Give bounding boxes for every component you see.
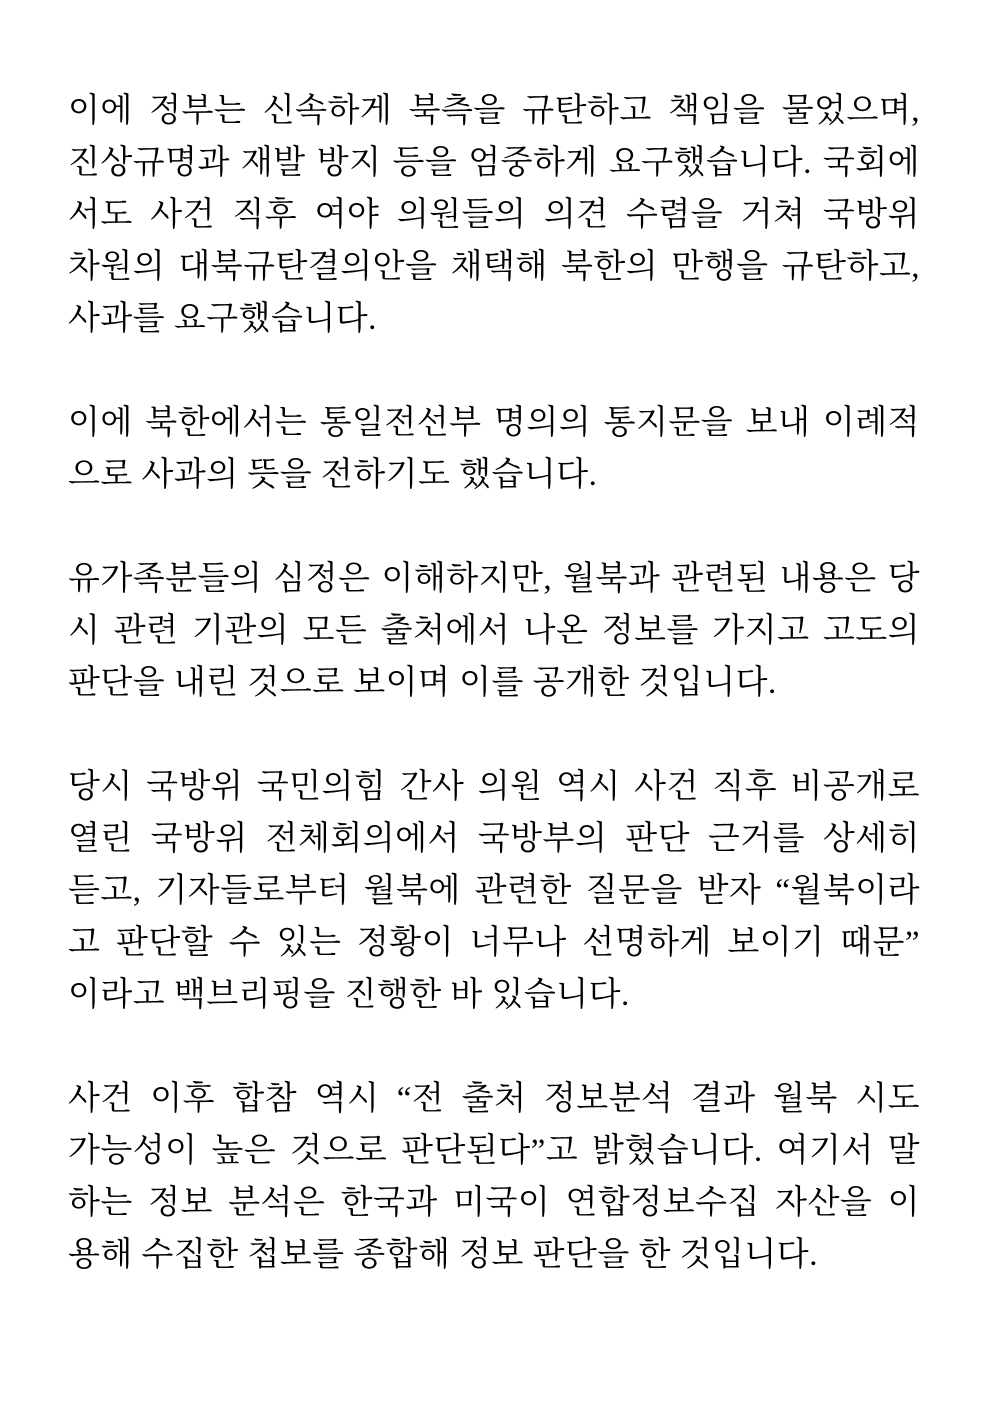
text-line: 사건 이후 합참 역시 “전 출처 정보분석 결과 월북 시도 xyxy=(68,1081,920,1117)
text-line: 시 관련 기관의 모든 출처에서 나온 정보를 가지고 고도의 xyxy=(68,613,920,649)
text-line: 이에 정부는 신속하게 북측을 규탄하고 책임을 물었으며, xyxy=(68,93,920,129)
paragraph-2 xyxy=(68,397,920,501)
text-line: 사과를 요구했습니다. xyxy=(68,301,377,337)
document-content xyxy=(68,85,920,1333)
text-line: 진상규명과 재발 방지 등을 엄중하게 요구했습니다. 국회에 xyxy=(68,145,920,181)
text-line: 유가족분들의 심정은 이해하지만, 월북과 관련된 내용은 당 xyxy=(68,561,920,597)
text-line: 하는 정보 분석은 한국과 미국이 연합정보수집 자산을 이 xyxy=(68,1185,920,1221)
text-line: 가능성이 높은 것으로 판단된다”고 밝혔습니다. 여기서 말 xyxy=(68,1133,920,1169)
paragraph-4 xyxy=(68,761,920,1021)
text-line: 판단을 내린 것으로 보이며 이를 공개한 것입니다. xyxy=(68,665,777,701)
paragraph-5 xyxy=(68,1073,920,1281)
text-line: 으로 사과의 뜻을 전하기도 했습니다. xyxy=(68,457,598,493)
text-line: 열린 국방위 전체회의에서 국방부의 판단 근거를 상세히 xyxy=(68,821,920,857)
text-line: 이라고 백브리핑을 진행한 바 있습니다. xyxy=(68,977,630,1013)
paragraph-1 xyxy=(68,85,920,345)
text-line: 이에 북한에서는 통일전선부 명의의 통지문을 보내 이례적 xyxy=(68,405,920,441)
paragraph-3 xyxy=(68,553,920,709)
text-line: 당시 국방위 국민의힘 간사 의원 역시 사건 직후 비공개로 xyxy=(68,769,920,805)
text-line: 고 판단할 수 있는 정황이 너무나 선명하게 보이기 때문” xyxy=(68,925,920,961)
text-line: 듣고, 기자들로부터 월북에 관련한 질문을 받자 “월북이라 xyxy=(68,873,920,909)
text-line: 용해 수집한 첩보를 종합해 정보 판단을 한 것입니다. xyxy=(68,1237,818,1273)
text-line: 차원의 대북규탄결의안을 채택해 북한의 만행을 규탄하고, xyxy=(68,249,920,285)
text-line: 서도 사건 직후 여야 의원들의 의견 수렴을 거쳐 국방위 xyxy=(68,197,920,233)
